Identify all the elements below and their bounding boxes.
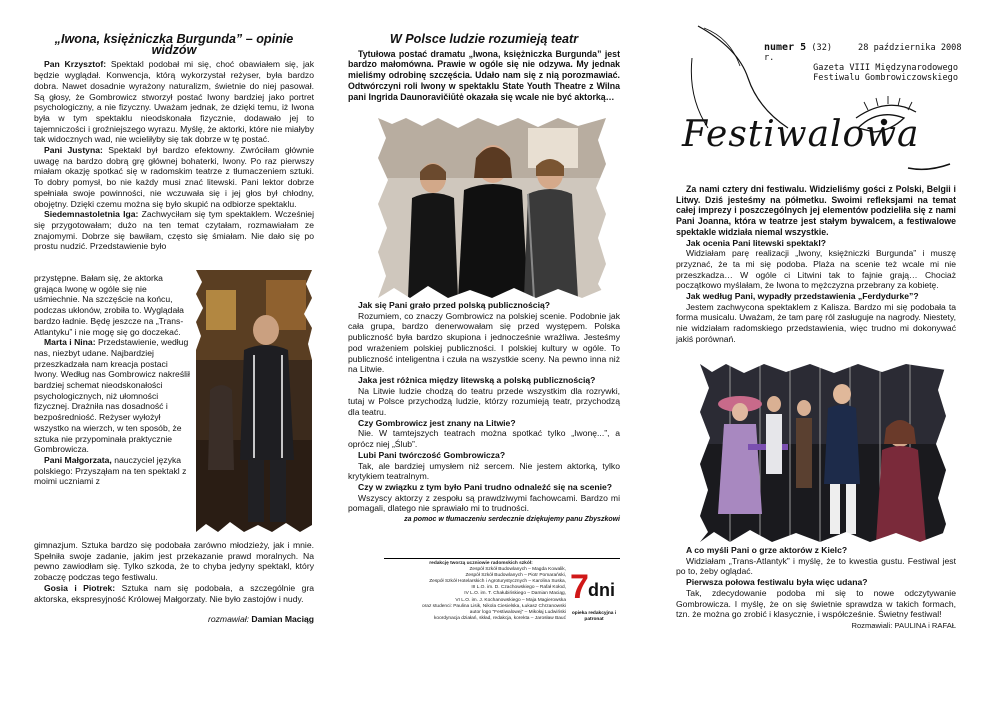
7dni-logo-text: dni	[588, 580, 615, 600]
question: Czy w związku z tym było Pani trudno odnaleźć się na scenie?	[358, 481, 613, 492]
left-column	[34, 34, 314, 252]
question: Jak się Pani grało przed polską publicznością?	[358, 300, 550, 310]
question: A co myśli Pani o grze aktorów z Kielc?	[686, 545, 848, 555]
photo-actress-group	[378, 118, 606, 298]
answer: Tak, zdecydowanie podoba mi się to nowe odczytywanie Gombrowicza. I myślę, że on się świetnie sprawdza w takich formach, tzn. że można go zrobić i klasycznie, i współcześnie. Świetny festiwal!	[676, 587, 956, 620]
answer: Widziałam parę realizacji „Iwony, księżniczki Burgunda” i muszę przyznać, że ta mi się podoba. Plaża na scenie też wcale mi nie przeszkadza… W ogóle ci Litwini tak to fajnie grają… Chociaż początkowo myślałam, że Iwona to mężczyzna przebrany za kobietę.	[676, 248, 956, 291]
middle-headline: W Polsce ludzie rozumieją teatr	[389, 32, 579, 46]
opinion-gosia-piotrek: Gosia i Piotrek: Sztuka nam się podobała, a szczególnie gra aktorska, ekspresyjność Królowej Małgorzaty. Nie było zastojów i nudy.	[34, 582, 315, 604]
credit-line: koordynacja działań, skład, redakcja, korekta – Jarosław Bauć	[434, 615, 566, 621]
credit-line: III L.O. im. D. Czachowskiego – Rafał Kołod,	[471, 585, 566, 591]
issue-subtitle: Gazeta VIII Międzynarodowego	[813, 63, 958, 73]
issue-subtitle: Festiwalu Gombrowiczowskiego	[813, 73, 958, 83]
middle-column-interview	[348, 300, 620, 526]
answer: Tak, ale bardziej umysłem niż sercem. Nie jestem aktorką, tylko krytykiem teatralnym.	[348, 460, 620, 482]
opinion-iga: Siedemnastoletnia Iga: Zachwyciłam się tym spektaklem. Wcześniej się przygotowałam; dużo na ten temat czytałam, rozmawiałam ze znajomymi. Dobrze się bawiłam, często się śmiałam. Nie dało się po prostu nudzić. Przedstawienie było	[34, 209, 314, 252]
left-headline: „Iwona, księżniczka Burgunda” – opinie widzów	[54, 32, 294, 57]
opinion-krzysztof: Pan Krzysztof: Spektakl podobał mi się, choć obawiałem się, jak będzie wyglądał. Konwencja, którą wykorzystał reżyser, była bardzo dobra. Nawet dosadnie wyrażony naturalizm, świetnie do niej pasował. Są głosy, że Gombrowicz stworzył postać Iwony bardziej jako portret psychologiczny, a nie fizyczny. Uważam jednak, że dzięki temu, iż Iwona była w tym spektaklu nieodskonała fizycznie, dodawało jej to tajemniczości i groźniejszego wyrazu. Myślę, że aktorki, które nie miałyby tak widocznych wad, nie wcieliłyby się tak dobrze w tę postać.	[34, 59, 314, 145]
question: Jaka jest różnica między litewską a polską publicznością?	[358, 374, 596, 385]
photo-stage-scene	[700, 364, 946, 542]
right-lead: Za nami cztery dni festiwalu. Widzieliśmy gości z Polski, Belgii i Litwy. Dziś jesteśmy na półmetku. Swoimi refleksjami na temat całej imprezy i poszczególnych jej elementów podzieliła się z nami Pani Joanna, która w teatrze jest stałym bywalcem, a festiwalowe spektakle widziała niemal wszystkie.	[676, 184, 956, 237]
left-bottom-column	[34, 540, 314, 625]
question: Jak ocenia Pani litewski spektakl?	[686, 237, 826, 248]
opinion-marta-nina: Marta i Nina: Przedstawienie, według nas, niezbyt udane. Najbardziej przeszkadzała nam kreacja postaci Iwony. Według nas Gombrowicz nakreślił bardziej schemat nieodskonałości psychologicznych, niż ułomności fizycznej. Drażniła nas dosadność i bezpośredniość. Reżyser wyłożył wszystko na wierzch, w ten sposób, że sztuka nie przypominała praktycznie Gombrowicza.	[34, 337, 190, 455]
7dni-logo	[568, 566, 620, 620]
opinion-iga-cont: przystępne. Bałam się, że aktorka grająca Iwonę w ogóle się nie uśmiechnie. Na szczęście na końcu, podczas ukłonów, zrobiła to. Wyglądała bardzo ładnie. Będę jeszcze na „Trans-Atlantyku” i nie mogę się go doczekać.	[34, 273, 184, 337]
right-column-bottom	[676, 545, 956, 632]
answer: Wszyscy aktorzy z zespołu są prawdziwymi fachowcami. Bardzo mi pomagali, dlatego nie sprawiało mi to trudności.	[348, 492, 620, 514]
7dni-caption: opieka redakcyjna i patronat	[571, 611, 617, 622]
right-signature: Rozmawiali: PAULINA i RAFAŁ	[851, 620, 956, 630]
question: Pierwsza połowa festiwalu była więc udana?	[686, 577, 868, 588]
answer: Na Litwie ludzie chodzą do teatru przede wszystkim dla rozrywki, tutaj w Polsce przychodzą ludzie, którzy rozumieją teatr, przychodzą dla teatru.	[348, 385, 620, 418]
issue-info	[764, 42, 964, 83]
credit-line: autor logo "Festiwalowej" – Mikołaj Ludwiński	[469, 609, 566, 615]
credits-divider	[384, 558, 620, 559]
credits-title: redakcję tworzą uczniowie radomskich szkół:	[429, 561, 533, 566]
question: Jak według Pani, wypadły przedstawienia „Ferdydurke”?	[686, 291, 919, 302]
left-narrow-column	[34, 273, 192, 487]
editorial-credits	[396, 561, 566, 622]
7dni-logo-number: 7	[570, 568, 589, 606]
answer: Rozumiem, co znaczy Gombrowicz na polskiej scenie. Podobnie jak cała grupa, bardzo denerwowałam się przed występem. Polska publiczność była bardzo skupiona i jednocześnie wrażliwa. Jesteśmy pod wrażeniem polskiej publiczności. I polskiej kultury w ogóle. To publiczność inteligentna i czuła na wszystkie sceny. Na pewno inna niż na Litwie.	[348, 310, 620, 375]
speaker-name: Pani Justyna:	[44, 145, 103, 156]
credit-line: Zespół Szkół Budowlanych – Magda Kowalik,	[469, 567, 566, 573]
speaker-name: Gosia i Piotrek:	[44, 582, 116, 593]
question: Lubi Pani twórczość Gombrowicza?	[358, 449, 506, 460]
opinion-justyna: Pani Justyna: Spektakl był bardzo efektowny. Zwróciłam głównie uwagę na bardzo dobrą grę głównej bohaterki, Iwony. Po raz pierwszy miałam okazję spotkać się w radomskim teatrze z tłumaczeniem sztuki. To dobry pomysł, bo nie każdy musi znać litewski. Pani lektor dobrze spełniała swoje powinności, nie wczuwała się i jej głos był chłodny, obojętny. Dzięki czemu można się było skupić na odbiorze spektaklu.	[34, 145, 314, 209]
answer: Jestem zachwycona spektaklem z Kalisza. Bardzo mi się podobała ta forma musicalu. Uważam, że tam parę ról zasługuje na nagrody. Niestety, nie widziałam radomskiego przedstawienia, więc trudno mi dokonywać jakiś porównań.	[676, 301, 956, 344]
credit-line: Zespół Szkół Hotelarskich i Agroturystycznych – Karolina Suska,	[429, 579, 566, 585]
speaker-name: Marta i Nina:	[44, 337, 96, 348]
speaker-name: Siedemnastoletnia Iga:	[44, 209, 139, 220]
speaker-name: Pan Krzysztof:	[44, 59, 107, 70]
credit-line: oraz studenci: Paulina Lisik, Nikola Ciesielska, Łukasz Chrzanowski	[422, 603, 566, 609]
photo-audience-man	[196, 270, 312, 532]
answer: Nie. W tamtejszych teatrach można spotkać tylko „Iwonę...”, a oprócz niej „Ślub”.	[348, 428, 620, 450]
credit-line: VI L.O. im. J. Kochanowskiego – Maja Magierowska	[455, 597, 566, 603]
right-column-top	[676, 184, 956, 345]
opinion-malgorzata: Pani Małgorzata, nauczyciel języka polskiego: Przysząłam na ten spektakl z moimi uczniami z	[34, 454, 187, 487]
festiwalowa-wordmark: Festiwalowa	[682, 114, 920, 155]
answer: Widziałam „Trans-Atlantyk” i myślę, że to kwestia gustu. Festiwal jest po to, żeby oglądać.	[676, 555, 956, 577]
speaker-name: Pani Małgorzata,	[44, 454, 112, 465]
credit-line: IV L.O. im. T. Chałubińskiego – Damian Maciąg,	[464, 591, 566, 597]
opinion-malgorzata-cont: gimnazjum. Sztuka bardzo się podobała zarówno młodzieży, jak i mnie. Spełniła swoje zadanie, jakim jest przekazanie prawd moralnych. Na pewno zawiodłam się. Tylko szkoda, że to chyba jedyny spektakl, który zobaczę podczas tego festiwalu.	[34, 540, 314, 583]
question: Czy Gombrowicz jest znany na Litwie?	[358, 417, 516, 428]
middle-column-top	[348, 34, 620, 102]
translation-thanks: za pomoc w tłumaczeniu serdecznie dziękujemy panu Zbyszkowi	[404, 516, 620, 524]
issue-number-line: numer 5 (32) 28 października 2008 r.	[764, 42, 962, 63]
left-signature: rozmawiał: Damian Maciąg	[207, 614, 314, 625]
credit-line: Zespół Szkół Budowlanych – Piotr Pomarański,	[465, 573, 566, 579]
middle-lead: Tytułowa postać dramatu „Iwona, księżniczka Burgunda” jest bardzo małomówna. Prawie w ogóle się nie odzywa. My jednak mieliśmy odrobinę szczęścia. Udało nam się z nią porozmawiać. Odtwórczyni roli Iwony w spektaklu State Youth Theatre z Wilna pani Ingrida Daunoravičiūtė okazała się wcale nie być aktorką…	[348, 48, 620, 102]
